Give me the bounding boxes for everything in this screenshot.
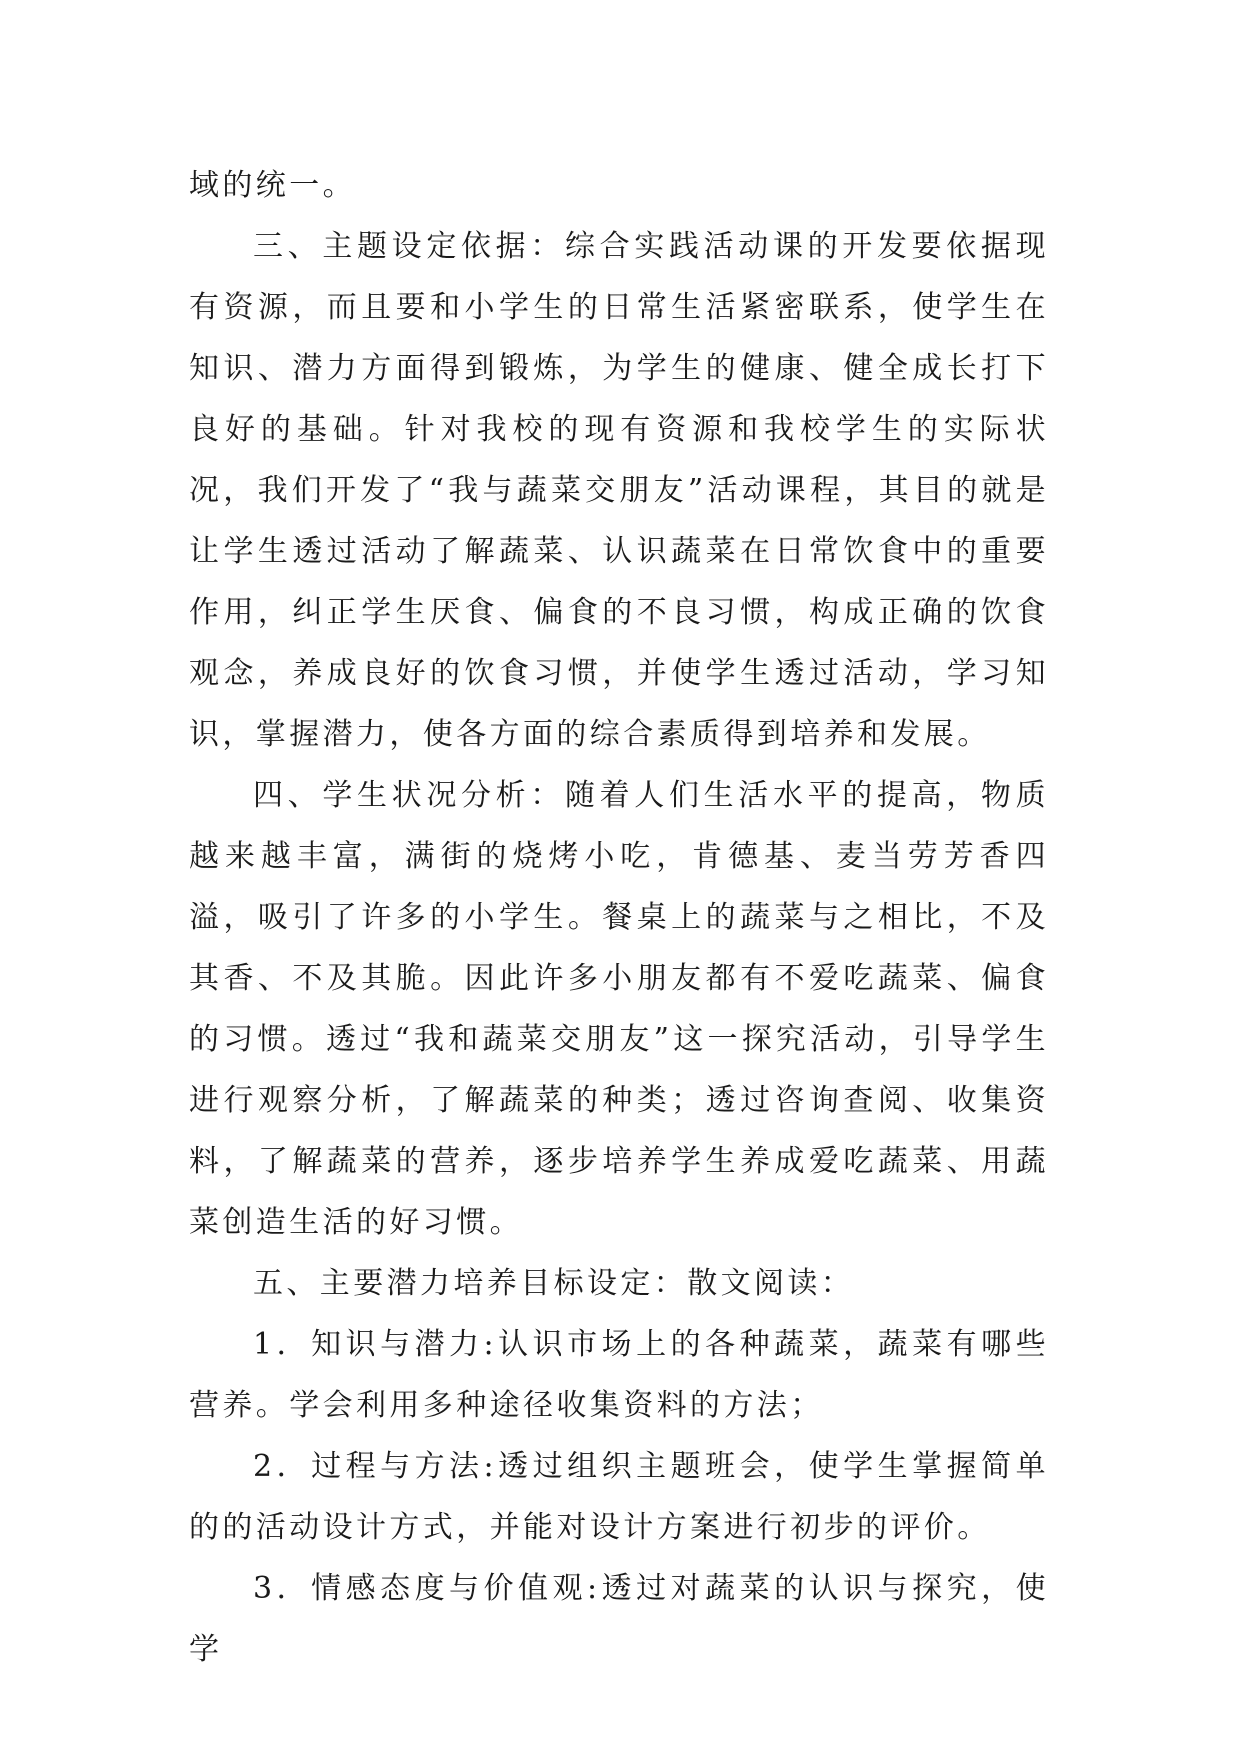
paragraph-goal-3: 3．情感态度与价值观:透过对蔬菜的认识与探究，使学 <box>189 1571 1049 1667</box>
paragraph-goal-1: 1．知识与潜力:认识市场上的各种蔬菜，蔬菜有哪些营养。学会利用多种途径收集资料的方法； <box>189 1327 1049 1423</box>
paragraph-section-5-heading: 五、主要潜力培养目标设定：散文阅读： <box>253 1266 855 1301</box>
paragraph-goal-2: 2．过程与方法:透过组织主题班会，使学生掌握简单的的活动设计方式，并能对设计方案进行初步的评价。 <box>189 1449 1049 1545</box>
paragraph-continuation: 域的统一。 <box>189 168 356 203</box>
paragraph-section-3: 三、主题设定依据：综合实践活动课的开发要依据现有资源，而且要和小学生的日常生活紧密联系，使学生在知识、潜力方面得到锻炼，为学生的健康、健全成长打下良好的基础。针对我校的现有资源和我校学生的实际状况，我们开发了“我与蔬菜交朋友”活动课程，其目的就是让学生透过活动了解蔬菜、认识蔬菜在日常饮食中的重要作用，纠正学生厌食、偏食的不良习惯，构成正确的饮食观念，养成良好的饮食习惯，并使学生透过活动，学习知识，掌握潜力，使各方面的综合素质得到培养和发展。 <box>189 229 1049 752</box>
document-body <box>189 155 1049 1680</box>
paragraph-section-4: 四、学生状况分析：随着人们生活水平的提高，物质越来越丰富，满街的烧烤小吃，肯德基、麦当劳芳香四溢，吸引了许多的小学生。餐桌上的蔬菜与之相比，不及其香、不及其脆。因此许多小朋友都有不爱吃蔬菜、偏食的习惯。透过“我和蔬菜交朋友”这一探究活动，引导学生进行观察分析，了解蔬菜的种类；透过咨询查阅、收集资料，了解蔬菜的营养，逐步培养学生养成爱吃蔬菜、用蔬菜创造生活的好习惯。 <box>189 778 1049 1240</box>
